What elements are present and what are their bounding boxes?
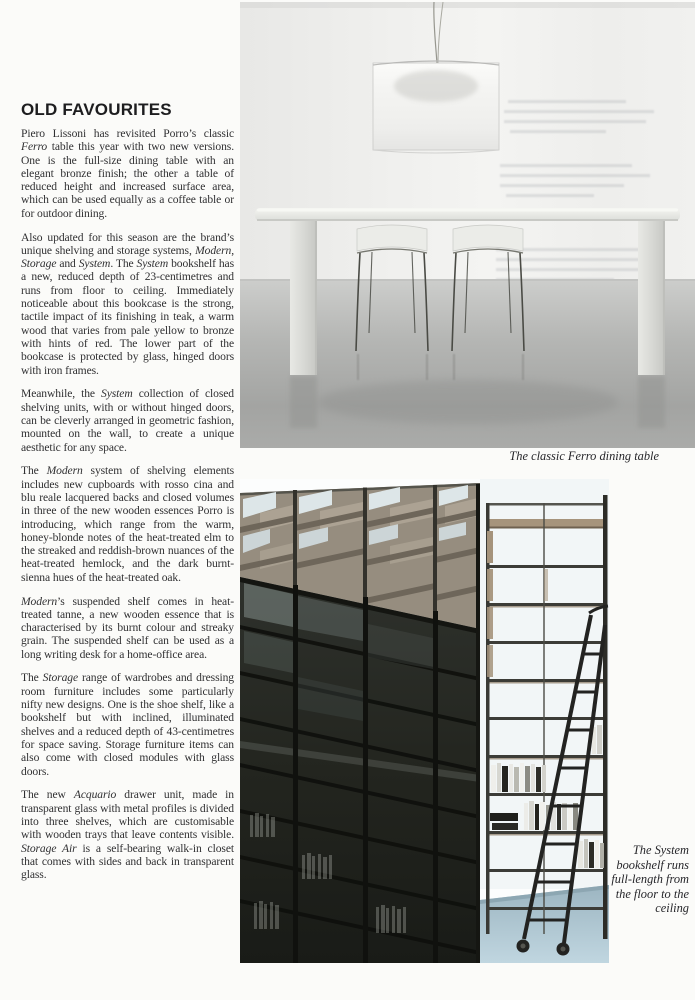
article-column	[21, 100, 234, 892]
italic-term: System	[101, 387, 133, 401]
paragraph-text: . The	[110, 257, 137, 271]
article-paragraph	[21, 671, 234, 777]
italic-term: Storage Air	[21, 841, 77, 855]
italic-term: Ferro	[21, 140, 48, 154]
article-paragraph	[21, 595, 234, 661]
paragraph-text: system of shelving elements includes new cupboards with rosso cina and blu reale lacquered backs and closed volumes in three of the new wooden essences Porro is introducing, which range from the warm, honey-blonde notes of the heat-treated elm to the streaked and reddish-brown nuances of the heat-treated hemlock, and the dark burnt-sienna hues of the heat-treated oak.	[21, 464, 235, 584]
article-title: OLD FAVOURITES	[21, 100, 172, 119]
italic-term: Storage	[21, 257, 57, 271]
article-paragraph	[21, 788, 234, 881]
system-bookshelf-caption: The System bookshelf runs full-length from the floor to the ceiling	[611, 843, 689, 916]
paragraph-text: range of wardrobes and dressing room furniture includes some particularly nifty new designs. One is the shoe shelf, like a bookshelf but with inclined, illuminated shelves and a reduced depth of 43-centimetres for space saving. Storage furniture items can also come with closed modules with glass doors.	[21, 671, 234, 778]
paragraph-text: The	[21, 671, 43, 685]
paragraph-text: bookshelf has a new, reduced depth of 23-centimetres and runs from floor to ceiling. Immediately noticeable about this bookcase is the strong, tactile impact of its finishing in teak, a warm wood that varies from pale yellow to bronze with hints of red. The lower part of the bookcase is protected by glass, hinged doors with iron frames.	[21, 257, 234, 377]
italic-term: Acquario	[73, 788, 117, 802]
paragraph-text: table this year with two new versions. One is the full-size dining table with an elegant bronze finish; the other a table of reduced height and increased surface area, which can be used equally as a coffee table or for outdoor dining.	[21, 140, 234, 220]
paragraph-text: Also updated for this season are the brand’s unique shelving and storage systems,	[21, 230, 234, 257]
paragraph-text: collection of closed shelving units, with or without hinged doors, can be cleverly arranged in geometric fashion, mounted on the wall, to create a unique aesthetic for any space.	[21, 387, 234, 454]
italic-term: Modern	[195, 243, 232, 257]
article-paragraph	[21, 231, 234, 377]
paragraph-text: ’s suspended shelf comes in heat-treated tanne, a new wooden essence that is characterised by its burnt colour and streaky grain. The suspended shelf can be used as a long writing desk for a home-office area.	[21, 594, 234, 661]
article-paragraph	[21, 464, 234, 584]
italic-term: System	[78, 257, 111, 271]
paragraph-text: Meanwhile, the	[21, 387, 102, 401]
paragraph-text: The new	[21, 788, 74, 802]
italic-term: System	[136, 257, 169, 271]
paragraph-text: The	[21, 464, 47, 478]
paragraph-text: and	[56, 257, 79, 271]
italic-term: Modern	[46, 464, 83, 478]
article-paragraph	[21, 387, 234, 453]
ferro-table-caption: The classic Ferro dining table	[509, 449, 659, 463]
paragraph-text: ,	[231, 243, 234, 257]
article-paragraph	[21, 127, 234, 220]
system-bookshelf-photo	[240, 479, 609, 963]
ferro-table-photo	[240, 2, 695, 448]
paragraph-text: is a self-bearing walk-in closet that comes with sides and back in transparent glass.	[21, 841, 234, 882]
italic-term: Storage	[42, 671, 79, 685]
italic-term: Modern	[21, 594, 58, 608]
paragraph-text: Piero Lissoni has revisited Porro’s classic	[21, 127, 234, 140]
paragraph-text: drawer unit, made in transparent glass with metal profiles is divided into three shelves, which are customisable with wooden trays that leave contents visible.	[21, 788, 234, 842]
